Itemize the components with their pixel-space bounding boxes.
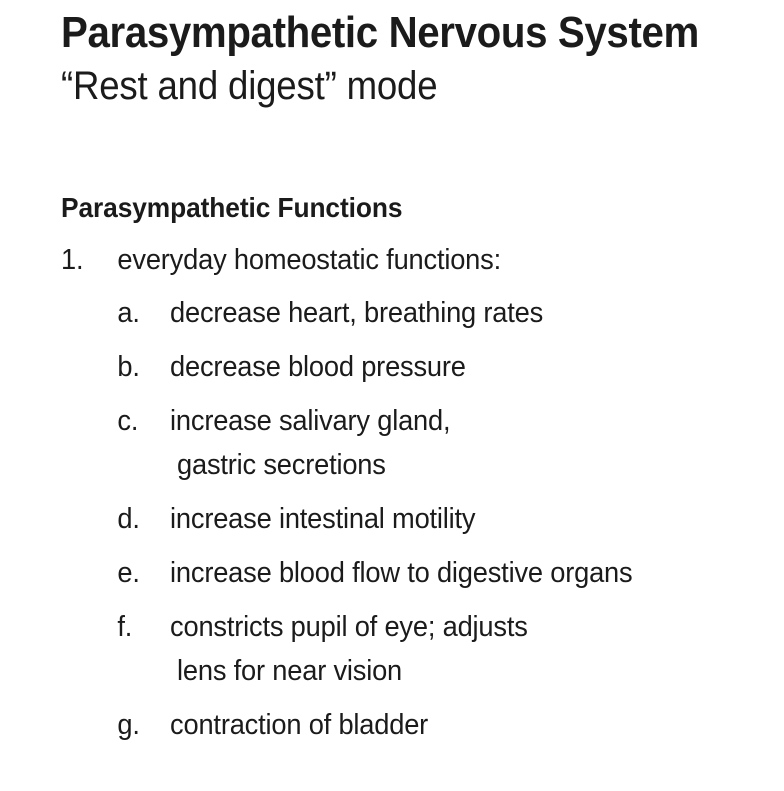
page-title: Parasympathetic Nervous System [61, 8, 699, 57]
list-marker: b. [117, 351, 140, 383]
list-item [61, 399, 771, 487]
list-item-continuation: gastric secretions [177, 449, 386, 481]
outline-subitem-b-row [61, 345, 728, 389]
list-item [61, 291, 771, 335]
list-item-text: increase blood flow to digestive organs [170, 557, 633, 589]
list-marker: e. [117, 557, 140, 589]
list-item-text: constricts pupil of eye; adjusts [170, 611, 528, 643]
outline-list [61, 238, 771, 747]
section-heading: Parasympathetic Functions [61, 192, 403, 223]
list-marker: 1. [61, 244, 84, 276]
slide-body [61, 190, 771, 747]
list-item [61, 551, 771, 595]
outline-subitem-d-row [61, 497, 728, 541]
list-marker: a. [117, 297, 140, 329]
list-item-continuation: lens for near vision [177, 655, 403, 687]
outline-subitem-f-row [61, 605, 728, 649]
outline-subitem-a-row [61, 291, 728, 335]
list-item-text: increase salivary gland, [170, 405, 451, 437]
list-item [61, 345, 771, 389]
list-marker: g. [117, 709, 140, 741]
list-marker: c. [117, 405, 139, 437]
list-item [61, 605, 771, 693]
list-marker: d. [117, 503, 140, 535]
outline-subitem-g-row [61, 703, 728, 747]
outline-sublist [61, 291, 771, 747]
list-item-text: decrease blood pressure [170, 351, 466, 383]
list-item [61, 497, 771, 541]
list-marker: f. [117, 611, 133, 643]
outline-item-1-row [61, 238, 728, 282]
list-item-text: decrease heart, breathing rates [170, 297, 544, 329]
page-subtitle: “Rest and digest” mode [61, 64, 438, 108]
list-item [61, 238, 771, 747]
outline-subitem-e-row [61, 551, 728, 595]
list-item-text: increase intestinal motility [170, 503, 476, 535]
list-item [61, 703, 771, 747]
title-block [61, 6, 761, 112]
outline-subitem-c-row [61, 399, 728, 443]
list-item-text: contraction of bladder [170, 709, 429, 741]
list-item-text: everyday homeostatic functions: [117, 244, 501, 276]
